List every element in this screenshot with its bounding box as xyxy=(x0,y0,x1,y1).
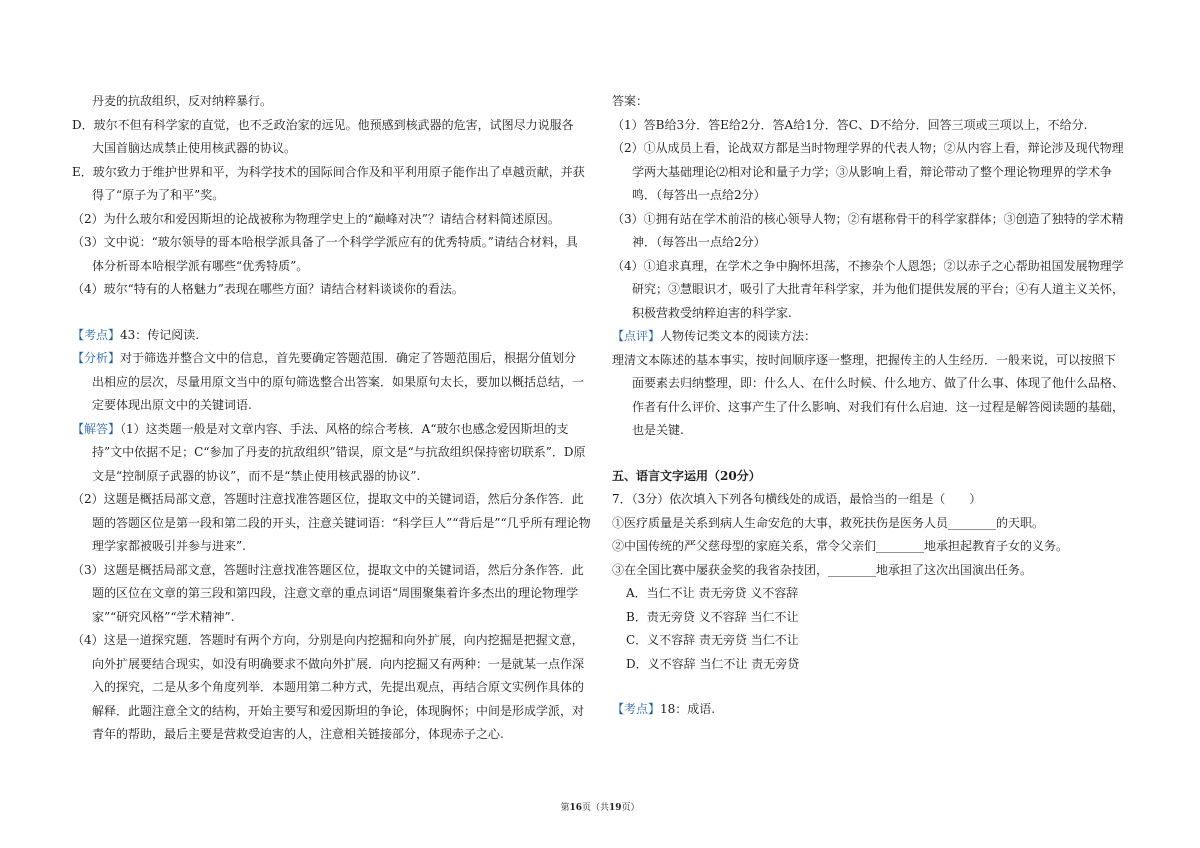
option-d: D．玻尔不但有科学家的直觉，也不乏政治家的远见。他预感到核武器的危害，试图尽力说服各 xyxy=(72,117,574,132)
question-7: 7．（3分）依次填入下列各句横线处的成语，最恰当的一组是（ ） xyxy=(612,492,982,506)
option-d: D．义不容辞 当仁不让 责无旁贷 xyxy=(626,656,800,671)
answer-2: （2）这题是概括局部文意，答题时注意找准答题区位，提取文中的关键词语，然后分条作答．此 xyxy=(72,492,584,506)
answer-4: （4）这是一道探究题．答题时有两个方向，分别是向内挖掘和向外扩展，向内挖掘是把握文意， xyxy=(72,633,584,647)
dianping-tag: 【点评】 xyxy=(612,329,661,343)
text-line: 神．（每答出一点给2分） xyxy=(632,235,766,249)
kaodian-tag: 【考点】 xyxy=(72,327,121,342)
answer-4: （4）①追求真理，在学术之争中胸怀坦荡，不掺杂个人恩怨；②以赤子之心帮助祖国发展物理学 xyxy=(612,258,1124,273)
text-line: 丹麦的抗敌组织，反对纳粹暴行。 xyxy=(92,94,273,108)
text-line: 理清文本陈述的基本事实，按时间顺序逐一整理，把握传主的人生经历．一般来说，可以按照下 xyxy=(612,352,1117,367)
text-line: 入的探究，二是从多个角度列举．本题用第二种方式，先提出观点，再结合原文实例作具体的 xyxy=(92,680,585,694)
footer-pre: 第 xyxy=(560,803,570,813)
answer-3: （3）①拥有站在学术前沿的核心领导人物；②有堪称骨干的科学家群体；③创造了独特的学术精 xyxy=(612,211,1124,226)
text-line: 解释．此题注意全文的结构，开始主要写和爱因斯坦的争论，体现胸怀；中间是形成学派，对 xyxy=(92,703,585,718)
fenxi-line xyxy=(72,347,592,371)
text-line: 面要素去归纳整理，即：什么人、在什么时候、什么地方、做了什么事、体现了他什么品格、 xyxy=(632,376,1125,390)
left-column xyxy=(72,90,592,747)
text-line: 持”文中依据不足；C“参加了丹麦的抗敌组织”错误，原文是“与抗敌组织保持密切联系”．D原 xyxy=(92,445,586,459)
text-line: 鸣．（每答出一点给2分） xyxy=(632,188,766,202)
jieda-tag: 【解答】 xyxy=(72,421,121,436)
text-line: 文是“控制原子武器的协议”，而不是“禁止使用核武器的协议”. xyxy=(92,468,421,483)
sentence-2: ②中国传统的严父慈母型的家庭关系，常令父亲们________地承担起教育子女的义务。 xyxy=(612,539,1069,553)
text-line: 作者有什么评价、这事产生了什么影响、对我们有什么启迪．这一过程是解答阅读题的基础， xyxy=(632,399,1125,414)
kaodian-text: 43：传记阅读. xyxy=(120,327,200,342)
kaodian-text: 18：成语. xyxy=(660,702,716,716)
page-total: 19 xyxy=(609,803,622,813)
text-line: 题的区位在文章的第三段和第四段，注意文章的重点词语“周围聚集着许多杰出的理论物理学 xyxy=(92,586,579,600)
dianping-text: 人物传记类文本的阅读方法： xyxy=(660,329,817,343)
option-e: E．玻尔致力于维护世界和平，为科学技术的国际间合作及和平利用原子能作出了卓越贡献，并获 xyxy=(72,164,585,179)
text-line: 大国首脑达成禁止使用核武器的协议。 xyxy=(92,141,297,155)
text-line: 定要体现出原文中的关键词语. xyxy=(92,398,252,412)
sentence-3: ③在全国比赛中屡获金奖的我省杂技团，________地承担了这次出国演出任务。 xyxy=(612,562,1033,577)
text-line: 体分析哥本哈根学派有哪些“优秀特质”。 xyxy=(92,258,309,273)
answer-3: （3）这题是概括局部文意，答题时注意找准答题区位，提取文中的关键词语，然后分条作答．此 xyxy=(72,562,584,577)
text-line: 题的答题区位是第一段和第二段的开头，注意关键词语：“科学巨人”“背后是”“几乎所有理论物 xyxy=(92,515,591,530)
question-2: （2）为什么玻尔和爱因斯坦的论战被称为物理学史上的“巅峰对决”？请结合材料简述原因。 xyxy=(72,211,560,226)
page-number: 16 xyxy=(569,803,582,813)
option-a: A．当仁不让 责无旁贷 义不容辞 xyxy=(626,586,799,600)
text-line: 研究；③慧眼识才，吸引了大批青年科学家，并为他们提供发展的平台；④有人道主义关怀， xyxy=(632,282,1125,296)
page-footer xyxy=(0,800,1200,813)
right-column xyxy=(612,90,1132,722)
answer-label: 答案： xyxy=(612,94,649,108)
option-c: C．义不容辞 责无旁贷 当仁不让 xyxy=(626,633,799,647)
answer-1: （1）答B给3分．答E给2分．答A给1分．答C、D不给分．回答三项或三项以上，不给分. xyxy=(612,117,1088,132)
text-line: 学两大基础理论⑵相对论和量子力学；③从影响上看，辩论带动了整个理论物理界的学术争 xyxy=(632,164,1113,179)
text-line: 出相应的层次，尽量用原文当中的原句筛选整合出答案．如果原句太长，要加以概括总结，一 xyxy=(92,374,585,389)
text-line: 理学家都被吸引并参与进来”. xyxy=(92,539,246,553)
question-4: （4）玻尔“特有的人格魅力”表现在哪些方面？请结合材料谈谈你的看法。 xyxy=(72,282,464,296)
text-line: 得了“原子为了和平”奖。 xyxy=(92,188,225,202)
question-3: （3）文中说：“玻尔领导的哥本哈根学派具备了一个科学学派应有的优秀特质。”请结合材料，具 xyxy=(72,235,578,249)
section-heading: 五、语言文字运用（20分） xyxy=(612,468,761,483)
footer-mid: 页（共 xyxy=(581,803,609,813)
sentence-1: ①医疗质量是关系到病人生命安危的大事，救死扶伤是医务人员________的天职。 xyxy=(612,515,1045,530)
text-line: 积极营救受纳粹迫害的科学家. xyxy=(632,305,792,320)
footer-post: 页） xyxy=(621,803,640,813)
kaodian-tag: 【考点】 xyxy=(612,702,661,716)
fenxi-tag: 【分析】 xyxy=(72,351,121,365)
text-line: 也是关键. xyxy=(632,423,684,437)
jieda-text: （1）这类题一般是对文章内容、手法、风格的综合考核．A“玻尔也感念爱因斯坦的支 xyxy=(120,421,569,436)
option-b: B．责无旁贷 义不容辞 当仁不让 xyxy=(626,609,799,624)
jieda-line xyxy=(72,418,592,442)
kaodian-line xyxy=(72,324,592,348)
fenxi-text: 对于筛选并整合文中的信息，首先要确定答题范围．确定了答题范围后，根据分值划分 xyxy=(120,351,577,365)
dianping-line xyxy=(612,325,1132,349)
text-line: 青年的帮助，最后主要是营救受迫害的人，注意相关链接部分，体现赤子之心. xyxy=(92,727,504,741)
kaodian-line xyxy=(612,698,1132,722)
answer-2: （2）①从成员上看，论战双方都是当时物理学界的代表人物；②从内容上看，辩论涉及现代物理 xyxy=(612,141,1124,155)
text-line: 家”“研究风格”“学术精神”. xyxy=(92,609,235,624)
text-line: 向外扩展要结合现实，如没有明确要求不做向外扩展．向内挖掘又有两种：一是就某一点作深 xyxy=(92,656,585,671)
